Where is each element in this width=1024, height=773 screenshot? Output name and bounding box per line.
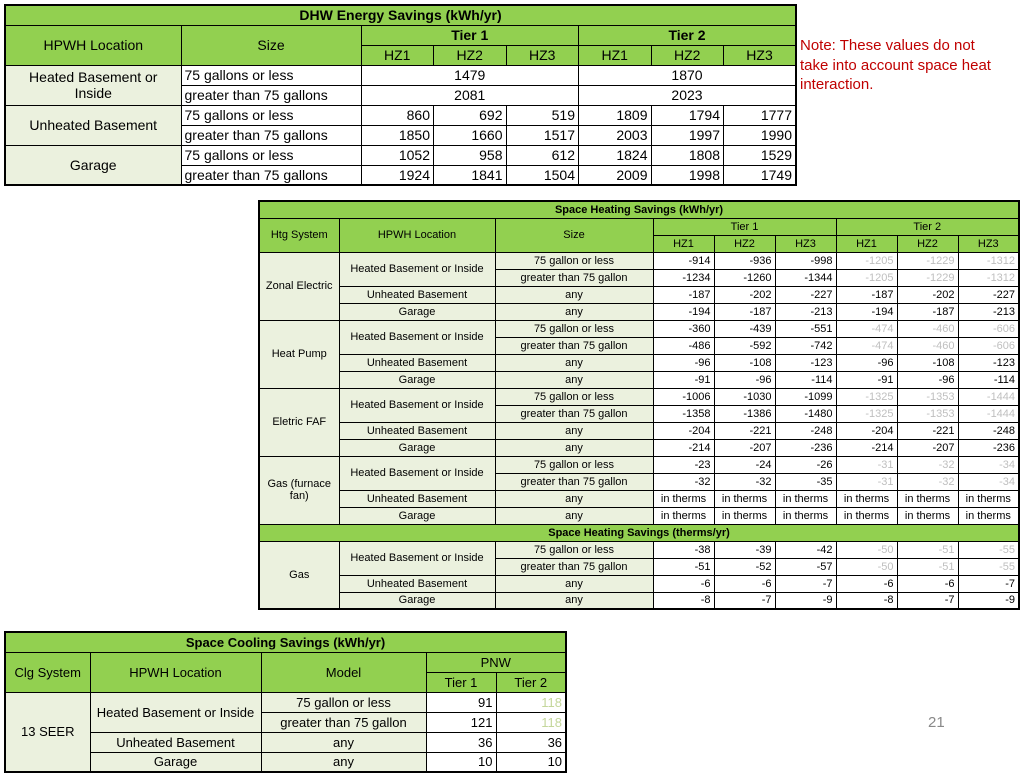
hz1-header: HZ1: [653, 235, 714, 252]
value-cell: -439: [714, 320, 775, 337]
size-cell: any: [495, 354, 653, 371]
value-cell: -8: [653, 592, 714, 609]
value-cell: -1312: [958, 252, 1019, 269]
value-cell: -91: [836, 371, 897, 388]
table-row: [259, 575, 1019, 592]
value-cell: -6: [836, 575, 897, 592]
value-cell: -936: [714, 252, 775, 269]
value-cell: -236: [958, 439, 1019, 456]
location-cell: Unheated Basement: [339, 422, 495, 439]
value-cell: in therms: [775, 490, 836, 507]
size-cell: any: [495, 422, 653, 439]
system-cell: Eletric FAF: [259, 388, 339, 456]
value-cell: 958: [434, 145, 507, 165]
system-cell: 13 SEER: [5, 692, 90, 772]
value-cell: -1325: [836, 405, 897, 422]
value-cell: -474: [836, 337, 897, 354]
value-cell: -1353: [897, 405, 958, 422]
value-cell: -114: [958, 371, 1019, 388]
value-cell: 1850: [361, 125, 434, 145]
hz2-header: HZ2: [897, 235, 958, 252]
location-cell: Heated Basement or Inside: [339, 541, 495, 575]
value-cell: -914: [653, 252, 714, 269]
location-cell: Heated Basement or Inside: [339, 456, 495, 490]
value-cell: -55: [958, 541, 1019, 558]
cooling-table-title: Space Cooling Savings (kWh/yr): [5, 632, 566, 652]
model-cell: 75 gallon or less: [261, 692, 426, 712]
hz3-header: HZ3: [724, 45, 797, 65]
value-cell: -1229: [897, 252, 958, 269]
size-cell: 75 gallon or less: [495, 456, 653, 473]
value-cell: 2081: [361, 85, 579, 105]
value-cell: -187: [714, 303, 775, 320]
size-cell: any: [495, 592, 653, 609]
table-row: [259, 320, 1019, 337]
size-cell: 75 gallons or less: [181, 105, 361, 125]
size-cell: any: [495, 303, 653, 320]
model-cell: any: [261, 732, 426, 752]
heating-title-row: [259, 201, 1019, 218]
value-cell: in therms: [653, 490, 714, 507]
value-cell: -23: [653, 456, 714, 473]
value-cell: -8: [836, 592, 897, 609]
size-cell: greater than 75 gallons: [181, 165, 361, 185]
therms-title-row: [259, 524, 1019, 541]
table-row: [5, 752, 566, 772]
value-cell: 612: [506, 145, 579, 165]
table-row: [259, 388, 1019, 405]
value-cell: 2023: [579, 85, 797, 105]
dhw-location-header: HPWH Location: [5, 25, 181, 65]
location-cell: Garage: [339, 507, 495, 524]
value-cell: 91: [426, 692, 496, 712]
cooling-title-row: [5, 632, 566, 652]
value-cell: -1229: [897, 269, 958, 286]
value-cell: in therms: [714, 507, 775, 524]
heating-system-header: Htg System: [259, 218, 339, 252]
value-cell: -51: [897, 558, 958, 575]
value-cell: -108: [897, 354, 958, 371]
value-cell: in therms: [958, 507, 1019, 524]
value-cell: -207: [714, 439, 775, 456]
value-cell: 1990: [724, 125, 797, 145]
value-cell: -1444: [958, 388, 1019, 405]
hz3-header: HZ3: [506, 45, 579, 65]
value-cell: 1809: [579, 105, 652, 125]
location-cell: Unheated Basement: [339, 490, 495, 507]
heating-tier1-header: Tier 1: [653, 218, 836, 235]
dhw-table-row: [5, 65, 796, 85]
value-cell: -7: [897, 592, 958, 609]
value-cell: -34: [958, 473, 1019, 490]
value-cell: 1749: [724, 165, 797, 185]
value-cell: -51: [653, 558, 714, 575]
value-cell: 118: [496, 692, 566, 712]
table-row: [259, 303, 1019, 320]
value-cell: in therms: [897, 490, 958, 507]
value-cell: -474: [836, 320, 897, 337]
size-cell: greater than 75 gallon: [495, 405, 653, 422]
location-cell: Unheated Basement: [339, 575, 495, 592]
location-cell: Garage: [339, 303, 495, 320]
location-cell: Heated Basement or Inside: [5, 65, 181, 105]
value-cell: -1444: [958, 405, 1019, 422]
location-cell: Unheated Basement: [339, 286, 495, 303]
value-cell: -91: [653, 371, 714, 388]
location-cell: Unheated Basement: [90, 732, 261, 752]
heating-therms-title: Space Heating Savings (therms/yr): [259, 524, 1019, 541]
dhw-table-title: DHW Energy Savings (kWh/yr): [5, 5, 796, 25]
value-cell: -32: [897, 456, 958, 473]
value-cell: 1052: [361, 145, 434, 165]
location-cell: Unheated Basement: [5, 105, 181, 145]
value-cell: -6: [714, 575, 775, 592]
hz1-header: HZ1: [579, 45, 652, 65]
value-cell: -57: [775, 558, 836, 575]
size-cell: any: [495, 507, 653, 524]
dhw-header-row: [5, 25, 796, 45]
value-cell: -31: [836, 473, 897, 490]
dhw-size-header: Size: [181, 25, 361, 65]
table-row: [259, 439, 1019, 456]
model-cell: greater than 75 gallon: [261, 712, 426, 732]
size-cell: 75 gallon or less: [495, 541, 653, 558]
value-cell: -50: [836, 558, 897, 575]
size-cell: 75 gallons or less: [181, 145, 361, 165]
value-cell: -1030: [714, 388, 775, 405]
size-cell: greater than 75 gallon: [495, 269, 653, 286]
size-cell: 75 gallon or less: [495, 388, 653, 405]
value-cell: -1099: [775, 388, 836, 405]
dhw-table-row: [5, 105, 796, 125]
dhw-table-row: [5, 145, 796, 165]
value-cell: -213: [775, 303, 836, 320]
note-text: Note: These values do not take into account space heat interaction.: [800, 37, 991, 93]
value-cell: 1997: [651, 125, 724, 145]
space-heating-savings-table: [258, 200, 1020, 610]
hz3-header: HZ3: [958, 235, 1019, 252]
value-cell: -39: [714, 541, 775, 558]
value-cell: -592: [714, 337, 775, 354]
location-cell: Heated Basement or Inside: [90, 692, 261, 732]
size-cell: 75 gallons or less: [181, 65, 361, 85]
size-cell: 75 gallon or less: [495, 252, 653, 269]
table-row: [5, 732, 566, 752]
dhw-tier1-header: Tier 1: [361, 25, 579, 45]
value-cell: 1841: [434, 165, 507, 185]
heating-therms-title-section: [259, 524, 1019, 541]
size-cell: any: [495, 286, 653, 303]
cooling-table-body: [5, 692, 566, 772]
value-cell: -1353: [897, 388, 958, 405]
table-row: [5, 692, 566, 712]
value-cell: -96: [714, 371, 775, 388]
dhw-table-body: [5, 65, 796, 185]
system-cell: Heat Pump: [259, 320, 339, 388]
table-row: [259, 541, 1019, 558]
location-cell: Garage: [339, 371, 495, 388]
hz1-header: HZ1: [836, 235, 897, 252]
value-cell: -1325: [836, 388, 897, 405]
space-cooling-savings-table: [4, 631, 567, 773]
value-cell: 1824: [579, 145, 652, 165]
value-cell: 36: [496, 732, 566, 752]
value-cell: -214: [836, 439, 897, 456]
value-cell: 1777: [724, 105, 797, 125]
value-cell: -460: [897, 337, 958, 354]
value-cell: -551: [775, 320, 836, 337]
dhw-energy-savings-table: [4, 4, 797, 186]
value-cell: -227: [958, 286, 1019, 303]
value-cell: -194: [653, 303, 714, 320]
value-cell: 1808: [651, 145, 724, 165]
value-cell: in therms: [653, 507, 714, 524]
value-cell: in therms: [775, 507, 836, 524]
cooling-model-header: Model: [261, 652, 426, 692]
value-cell: -52: [714, 558, 775, 575]
size-cell: greater than 75 gallons: [181, 125, 361, 145]
table-row: [259, 592, 1019, 609]
size-cell: greater than 75 gallon: [495, 337, 653, 354]
value-cell: -123: [958, 354, 1019, 371]
size-cell: 75 gallon or less: [495, 320, 653, 337]
value-cell: -51: [897, 541, 958, 558]
value-cell: -460: [897, 320, 958, 337]
value-cell: -236: [775, 439, 836, 456]
value-cell: 1517: [506, 125, 579, 145]
value-cell: -50: [836, 541, 897, 558]
value-cell: -1205: [836, 252, 897, 269]
heating-therms-body: [259, 541, 1019, 609]
location-cell: Garage: [339, 439, 495, 456]
table-row: [259, 371, 1019, 388]
value-cell: 1794: [651, 105, 724, 125]
value-cell: -26: [775, 456, 836, 473]
location-cell: Garage: [5, 145, 181, 185]
value-cell: 118: [496, 712, 566, 732]
value-cell: 1870: [579, 65, 797, 85]
value-cell: -96: [836, 354, 897, 371]
heating-table-title: Space Heating Savings (kWh/yr): [259, 201, 1019, 218]
value-cell: -31: [836, 456, 897, 473]
value-cell: -6: [897, 575, 958, 592]
value-cell: 10: [496, 752, 566, 772]
value-cell: -248: [958, 422, 1019, 439]
heating-location-header: HPWH Location: [339, 218, 495, 252]
value-cell: -96: [653, 354, 714, 371]
heating-tier2-header: Tier 2: [836, 218, 1019, 235]
value-cell: 1504: [506, 165, 579, 185]
dhw-title-row: [5, 5, 796, 25]
value-cell: 1924: [361, 165, 434, 185]
location-cell: Heated Basement or Inside: [339, 252, 495, 286]
table-row: [259, 490, 1019, 507]
table-row: [259, 507, 1019, 524]
value-cell: -1344: [775, 269, 836, 286]
value-cell: -742: [775, 337, 836, 354]
value-cell: 10: [426, 752, 496, 772]
value-cell: -227: [775, 286, 836, 303]
value-cell: in therms: [714, 490, 775, 507]
value-cell: -32: [653, 473, 714, 490]
value-cell: -187: [653, 286, 714, 303]
value-cell: -9: [775, 592, 836, 609]
value-cell: in therms: [836, 507, 897, 524]
cooling-system-header: Clg System: [5, 652, 90, 692]
page-number: 21: [928, 714, 945, 731]
value-cell: 2009: [579, 165, 652, 185]
table-row: [259, 422, 1019, 439]
cooling-tier2-header: Tier 2: [496, 672, 566, 692]
value-cell: -207: [897, 439, 958, 456]
value-cell: -55: [958, 558, 1019, 575]
value-cell: -1358: [653, 405, 714, 422]
table-row: [259, 252, 1019, 269]
size-cell: any: [495, 575, 653, 592]
dhw-tier2-header: Tier 2: [579, 25, 797, 45]
value-cell: 1529: [724, 145, 797, 165]
location-cell: Garage: [339, 592, 495, 609]
hz2-header: HZ2: [714, 235, 775, 252]
cooling-tier1-header: Tier 1: [426, 672, 496, 692]
value-cell: -108: [714, 354, 775, 371]
value-cell: -35: [775, 473, 836, 490]
value-cell: -7: [775, 575, 836, 592]
value-cell: -34: [958, 456, 1019, 473]
value-cell: -606: [958, 320, 1019, 337]
table-row: [259, 456, 1019, 473]
value-cell: -7: [958, 575, 1019, 592]
hz2-header: HZ2: [434, 45, 507, 65]
value-cell: -221: [714, 422, 775, 439]
value-cell: -1480: [775, 405, 836, 422]
value-cell: 1660: [434, 125, 507, 145]
value-cell: -24: [714, 456, 775, 473]
value-cell: -96: [897, 371, 958, 388]
value-cell: -9: [958, 592, 1019, 609]
value-cell: 1479: [361, 65, 579, 85]
size-cell: greater than 75 gallon: [495, 473, 653, 490]
cooling-pnw-header: PNW: [426, 652, 566, 672]
value-cell: -998: [775, 252, 836, 269]
size-cell: any: [495, 439, 653, 456]
system-cell: Gas (furnace fan): [259, 456, 339, 524]
location-cell: Heated Basement or Inside: [339, 320, 495, 354]
size-cell: any: [495, 490, 653, 507]
value-cell: -486: [653, 337, 714, 354]
cooling-header-row: [5, 652, 566, 672]
value-cell: -7: [714, 592, 775, 609]
value-cell: -248: [775, 422, 836, 439]
system-cell: Zonal Electric: [259, 252, 339, 320]
hz1-header: HZ1: [361, 45, 434, 65]
value-cell: 121: [426, 712, 496, 732]
heating-kwh-body: [259, 252, 1019, 524]
value-cell: -32: [897, 473, 958, 490]
value-cell: 692: [434, 105, 507, 125]
hz3-header: HZ3: [775, 235, 836, 252]
location-cell: Garage: [90, 752, 261, 772]
value-cell: -202: [714, 286, 775, 303]
value-cell: -123: [775, 354, 836, 371]
value-cell: -213: [958, 303, 1019, 320]
value-cell: -1312: [958, 269, 1019, 286]
value-cell: -202: [897, 286, 958, 303]
heating-size-header: Size: [495, 218, 653, 252]
size-cell: greater than 75 gallon: [495, 558, 653, 575]
value-cell: -32: [714, 473, 775, 490]
value-cell: -1234: [653, 269, 714, 286]
value-cell: -360: [653, 320, 714, 337]
value-cell: -187: [836, 286, 897, 303]
value-cell: -38: [653, 541, 714, 558]
value-cell: -221: [897, 422, 958, 439]
value-cell: -1205: [836, 269, 897, 286]
value-cell: 1998: [651, 165, 724, 185]
value-cell: in therms: [958, 490, 1019, 507]
value-cell: in therms: [836, 490, 897, 507]
value-cell: -204: [836, 422, 897, 439]
size-cell: any: [495, 371, 653, 388]
table-row: [259, 286, 1019, 303]
value-cell: -606: [958, 337, 1019, 354]
system-cell: Gas: [259, 541, 339, 609]
size-cell: greater than 75 gallons: [181, 85, 361, 105]
value-cell: 860: [361, 105, 434, 125]
value-cell: -187: [897, 303, 958, 320]
model-cell: any: [261, 752, 426, 772]
value-cell: -1386: [714, 405, 775, 422]
value-cell: 2003: [579, 125, 652, 145]
value-cell: -214: [653, 439, 714, 456]
value-cell: -1260: [714, 269, 775, 286]
value-cell: -1006: [653, 388, 714, 405]
value-cell: in therms: [897, 507, 958, 524]
hz2-header: HZ2: [651, 45, 724, 65]
location-cell: Unheated Basement: [339, 354, 495, 371]
heating-header-row: [259, 218, 1019, 235]
value-cell: 519: [506, 105, 579, 125]
value-cell: -204: [653, 422, 714, 439]
value-cell: -42: [775, 541, 836, 558]
value-cell: -114: [775, 371, 836, 388]
value-cell: 36: [426, 732, 496, 752]
value-cell: -6: [653, 575, 714, 592]
table-row: [259, 354, 1019, 371]
value-cell: -194: [836, 303, 897, 320]
cooling-location-header: HPWH Location: [90, 652, 261, 692]
location-cell: Heated Basement or Inside: [339, 388, 495, 422]
